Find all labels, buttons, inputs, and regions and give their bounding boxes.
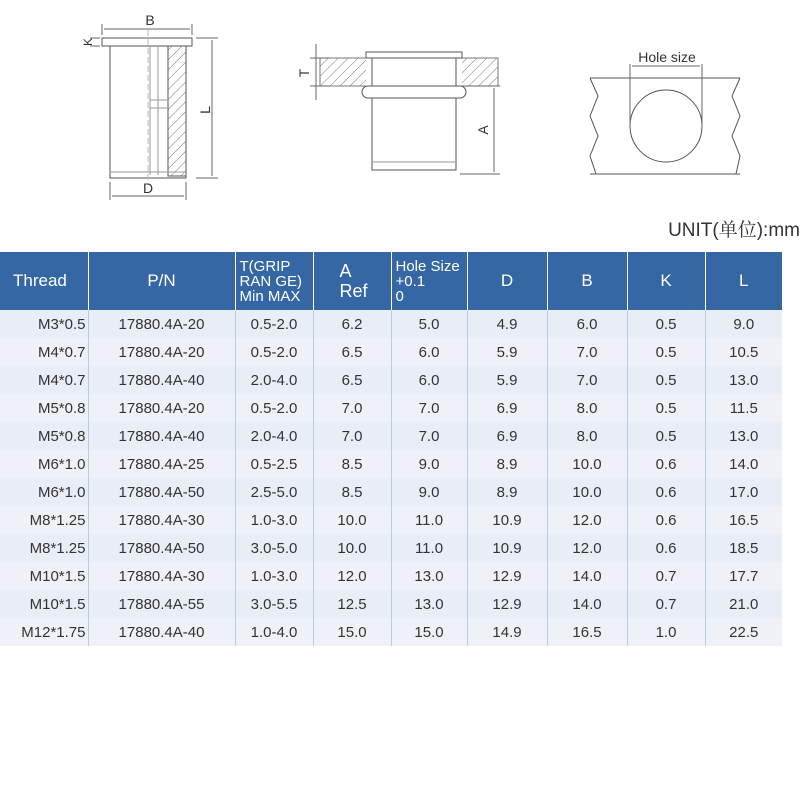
cell-t-grip-range: 1.0-4.0 — [235, 618, 313, 646]
cell-a-ref: 12.0 — [313, 562, 391, 590]
cell-a-ref: 7.0 — [313, 422, 391, 450]
table-row — [0, 618, 782, 646]
cell-hole-size: 7.0 — [391, 394, 467, 422]
cell-b: 12.0 — [547, 534, 627, 562]
hole-size-label: Hole size — [638, 49, 696, 65]
cell-k: 0.7 — [627, 562, 705, 590]
cell-t-grip-range: 0.5-2.5 — [235, 450, 313, 478]
cell-k: 1.0 — [627, 618, 705, 646]
table-row — [0, 478, 782, 506]
table-row — [0, 590, 782, 618]
dim-label-b: B — [145, 12, 155, 28]
cell-l: 16.5 — [705, 506, 782, 534]
cell-b: 10.0 — [547, 450, 627, 478]
cell-pn: 17880.4A-20 — [88, 310, 235, 338]
cell-d: 12.9 — [467, 590, 547, 618]
cell-pn: 17880.4A-25 — [88, 450, 235, 478]
cell-d: 12.9 — [467, 562, 547, 590]
cell-l: 17.7 — [705, 562, 782, 590]
cell-l: 21.0 — [705, 590, 782, 618]
cell-pn: 17880.4A-50 — [88, 534, 235, 562]
cell-thread: M10*1.5 — [0, 590, 88, 618]
header-thread: Thread — [0, 252, 88, 310]
cell-hole-size: 6.0 — [391, 366, 467, 394]
cell-pn: 17880.4A-20 — [88, 338, 235, 366]
cell-hole-size: 9.0 — [391, 478, 467, 506]
cell-hole-size: 13.0 — [391, 562, 467, 590]
cell-a-ref: 10.0 — [313, 534, 391, 562]
cell-l: 11.5 — [705, 394, 782, 422]
unit-label: UNIT(单位):mm — [668, 220, 800, 241]
cell-l: 17.0 — [705, 478, 782, 506]
cell-thread: M4*0.7 — [0, 366, 88, 394]
table-row — [0, 562, 782, 590]
cell-hole-size: 13.0 — [391, 590, 467, 618]
cell-thread: M6*1.0 — [0, 478, 88, 506]
cell-t-grip-range: 2.0-4.0 — [235, 422, 313, 450]
header-k: K — [627, 252, 705, 310]
cell-b: 14.0 — [547, 562, 627, 590]
cell-t-grip-range: 0.5-2.0 — [235, 338, 313, 366]
header-d: D — [467, 252, 547, 310]
cell-pn: 17880.4A-40 — [88, 366, 235, 394]
cell-thread: M12*1.75 — [0, 618, 88, 646]
cell-a-ref: 6.2 — [313, 310, 391, 338]
cell-pn: 17880.4A-55 — [88, 590, 235, 618]
cell-a-ref: 10.0 — [313, 506, 391, 534]
cell-k: 0.5 — [627, 310, 705, 338]
cell-a-ref: 8.5 — [313, 450, 391, 478]
cell-b: 6.0 — [547, 310, 627, 338]
spec-table — [0, 252, 782, 646]
cell-pn: 17880.4A-40 — [88, 618, 235, 646]
dim-label-l: L — [197, 106, 213, 114]
cell-thread: M8*1.25 — [0, 534, 88, 562]
cell-k: 0.6 — [627, 506, 705, 534]
cell-k: 0.5 — [627, 366, 705, 394]
cell-b: 7.0 — [547, 366, 627, 394]
cell-d: 10.9 — [467, 534, 547, 562]
hole-size-drawing — [590, 64, 740, 174]
cell-t-grip-range: 2.5-5.0 — [235, 478, 313, 506]
cell-t-grip-range: 3.0-5.5 — [235, 590, 313, 618]
cell-thread: M8*1.25 — [0, 506, 88, 534]
cell-l: 22.5 — [705, 618, 782, 646]
cell-l: 14.0 — [705, 450, 782, 478]
cell-l: 10.5 — [705, 338, 782, 366]
cell-b: 8.0 — [547, 422, 627, 450]
cell-a-ref: 7.0 — [313, 394, 391, 422]
cell-pn: 17880.4A-40 — [88, 422, 235, 450]
header-pn: P/N — [88, 252, 235, 310]
cell-d: 6.9 — [467, 394, 547, 422]
cell-hole-size: 15.0 — [391, 618, 467, 646]
cell-k: 0.6 — [627, 534, 705, 562]
table-row — [0, 338, 782, 366]
cell-hole-size: 6.0 — [391, 338, 467, 366]
cell-d: 8.9 — [467, 450, 547, 478]
cell-t-grip-range: 1.0-3.0 — [235, 506, 313, 534]
technical-drawings — [0, 0, 800, 215]
dim-label-a: A — [475, 125, 491, 135]
header-hole-size: Hole Size +0.1 0 — [391, 252, 467, 310]
table-row — [0, 366, 782, 394]
cell-thread: M10*1.5 — [0, 562, 88, 590]
cell-pn: 17880.4A-20 — [88, 394, 235, 422]
cell-b: 10.0 — [547, 478, 627, 506]
cell-l: 13.0 — [705, 422, 782, 450]
cell-k: 0.5 — [627, 394, 705, 422]
cell-pn: 17880.4A-50 — [88, 478, 235, 506]
cell-hole-size: 9.0 — [391, 450, 467, 478]
cell-hole-size: 7.0 — [391, 422, 467, 450]
table-row — [0, 422, 782, 450]
cell-hole-size: 11.0 — [391, 534, 467, 562]
cell-a-ref: 12.5 — [313, 590, 391, 618]
cell-t-grip-range: 2.0-4.0 — [235, 366, 313, 394]
cell-t-grip-range: 3.0-5.0 — [235, 534, 313, 562]
cell-t-grip-range: 1.0-3.0 — [235, 562, 313, 590]
cell-b: 12.0 — [547, 506, 627, 534]
table-row — [0, 310, 782, 338]
cell-a-ref: 8.5 — [313, 478, 391, 506]
cell-k: 0.7 — [627, 590, 705, 618]
cell-k: 0.6 — [627, 478, 705, 506]
cell-hole-size: 5.0 — [391, 310, 467, 338]
cell-b: 16.5 — [547, 618, 627, 646]
cell-d: 10.9 — [467, 506, 547, 534]
cell-t-grip-range: 0.5-2.0 — [235, 394, 313, 422]
cell-thread: M5*0.8 — [0, 422, 88, 450]
header-l: L — [705, 252, 782, 310]
cell-b: 7.0 — [547, 338, 627, 366]
cell-pn: 17880.4A-30 — [88, 506, 235, 534]
cell-k: 0.5 — [627, 422, 705, 450]
header-t-grip-range: T(GRIP RAN GE) Min MAX — [235, 252, 313, 310]
dim-label-k: K — [81, 37, 95, 47]
table-row — [0, 534, 782, 562]
header-a-ref: A Ref — [313, 252, 391, 310]
cell-d: 4.9 — [467, 310, 547, 338]
cell-b: 14.0 — [547, 590, 627, 618]
cell-a-ref: 6.5 — [313, 366, 391, 394]
cell-k: 0.6 — [627, 450, 705, 478]
cell-d: 5.9 — [467, 338, 547, 366]
cell-d: 8.9 — [467, 478, 547, 506]
cell-hole-size: 11.0 — [391, 506, 467, 534]
cell-d: 5.9 — [467, 366, 547, 394]
table-header-row — [0, 252, 782, 310]
cell-pn: 17880.4A-30 — [88, 562, 235, 590]
table-row — [0, 450, 782, 478]
dim-label-d: D — [142, 180, 154, 196]
cell-thread: M3*0.5 — [0, 310, 88, 338]
header-b: B — [547, 252, 627, 310]
cell-k: 0.5 — [627, 338, 705, 366]
cell-d: 14.9 — [467, 618, 547, 646]
cell-l: 18.5 — [705, 534, 782, 562]
cell-l: 9.0 — [705, 310, 782, 338]
cell-d: 6.9 — [467, 422, 547, 450]
cell-l: 13.0 — [705, 366, 782, 394]
cell-thread: M6*1.0 — [0, 450, 88, 478]
cell-thread: M4*0.7 — [0, 338, 88, 366]
cell-thread: M5*0.8 — [0, 394, 88, 422]
table-row — [0, 394, 782, 422]
installed-view-drawing — [310, 44, 500, 174]
cell-b: 8.0 — [547, 394, 627, 422]
cell-t-grip-range: 0.5-2.0 — [235, 310, 313, 338]
table-row — [0, 506, 782, 534]
cell-a-ref: 6.5 — [313, 338, 391, 366]
cell-a-ref: 15.0 — [313, 618, 391, 646]
dim-label-t: T — [296, 68, 312, 78]
